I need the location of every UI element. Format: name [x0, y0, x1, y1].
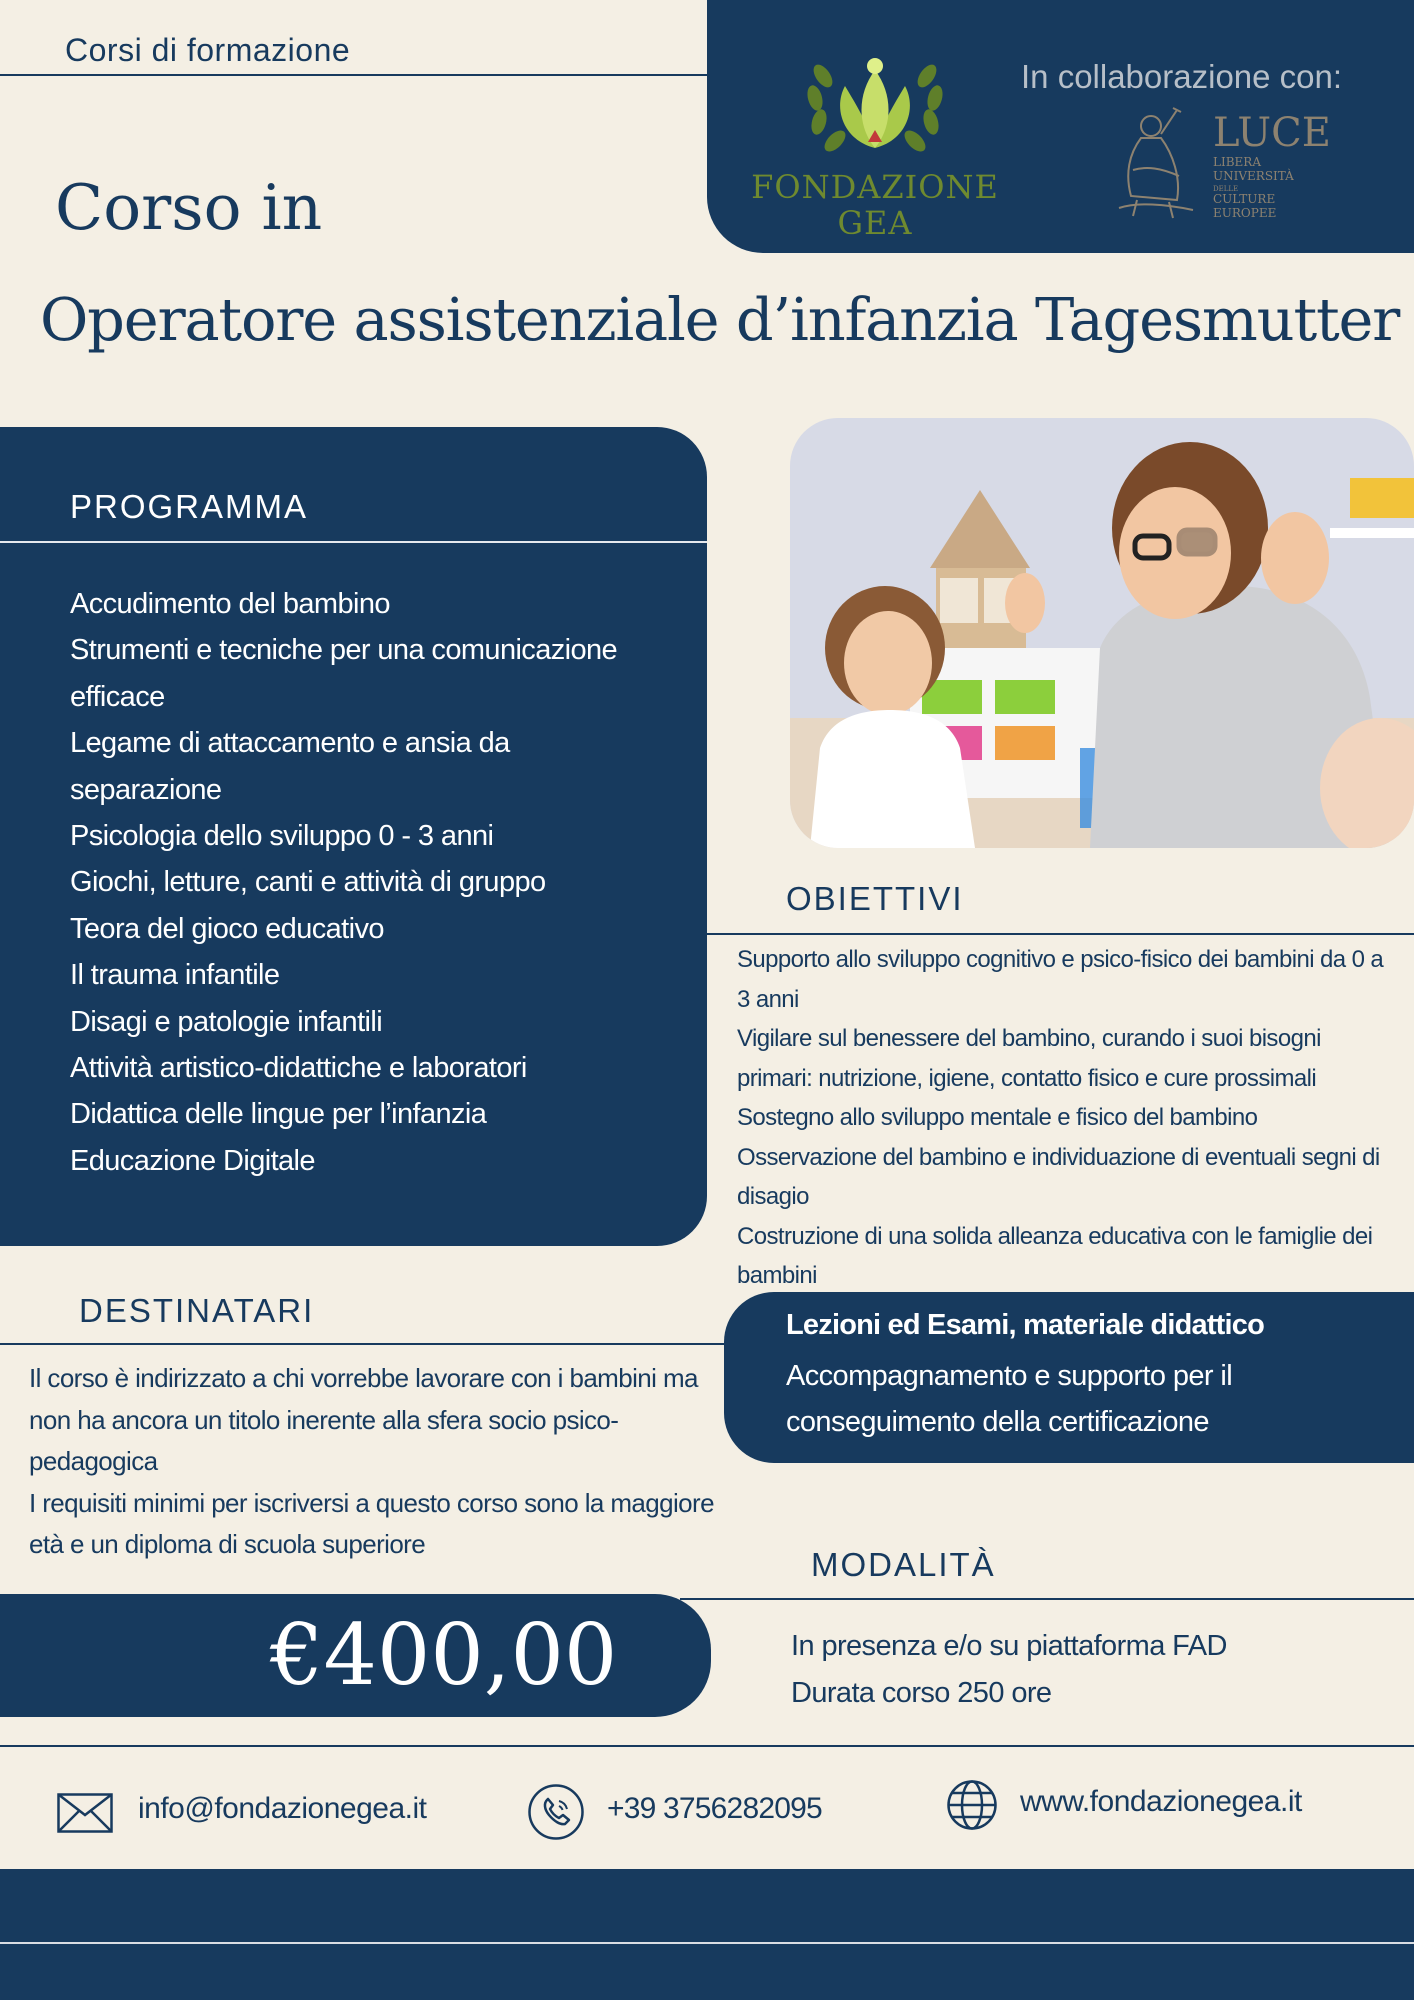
programma-divider: [0, 541, 707, 543]
contact-website[interactable]: www.fondazionegea.it: [1020, 1785, 1302, 1818]
luce-sub-1: LIBERA: [1213, 155, 1261, 169]
programma-list: [70, 581, 630, 1184]
course-price: €400,00: [270, 1606, 618, 1704]
obiettivi-list: [737, 940, 1397, 1296]
included-bold: Lezioni ed Esami, materiale didattico: [786, 1309, 1265, 1341]
list-item: Attività artistico-didattiche e laboratori: [70, 1052, 527, 1085]
list-item: Sostegno allo sviluppo mentale e fisico del bambino: [737, 1104, 1258, 1131]
list-item: Giochi, letture, canti e attività di gruppo: [70, 866, 546, 899]
teacher-child-photo: [790, 418, 1414, 848]
list-item: Psicologia dello sviluppo 0 - 3 anni: [70, 820, 494, 853]
category-label: Corsi di formazione: [65, 32, 351, 68]
fondazione-gea-logo-icon: [795, 36, 955, 168]
list-item: I requisiti minimi per iscriversi a questo corso sono la maggiore età e un diploma di scuola superiore: [29, 1487, 714, 1559]
modalita-line-1: In presenza e/o su piattaforma FAD: [791, 1630, 1227, 1662]
globe-icon[interactable]: [946, 1779, 998, 1831]
list-item: Supporto allo sviluppo cognitivo e psico-fisico dei bambini da 0 a 3 anni: [737, 946, 1384, 1013]
obiettivi-divider: [707, 933, 1414, 935]
category-divider: [0, 74, 707, 76]
modalita-title: MODALITÀ: [811, 1546, 996, 1583]
luce-sub-4: CULTURE: [1213, 192, 1276, 206]
list-item: Il corso è indirizzato a chi vorrebbe lavorare con i bambini ma non ha ancora un titolo inerente alla sfera socio psico-pedagogica: [29, 1363, 698, 1476]
list-item: Teora del gioco educativo: [70, 912, 384, 945]
list-item: Educazione Digitale: [70, 1144, 315, 1177]
list-item: Disagi e patologie infantili: [70, 1005, 383, 1038]
modalita-line-2: Durata corso 250 ore: [791, 1677, 1052, 1709]
destinatari-divider: [0, 1343, 724, 1345]
luce-logo-icon: [1107, 104, 1203, 222]
page-title: Operatore assistenziale d’infanzia Tagesmutter: [40, 285, 1400, 354]
destinatari-title: DESTINATARI: [79, 1292, 315, 1329]
list-item: Strumenti e tecniche per una comunicazione efficace: [70, 634, 618, 713]
contact-email[interactable]: info@fondazionegea.it: [138, 1792, 427, 1825]
luce-name: LUCE: [1213, 110, 1331, 156]
list-item: Didattica delle lingue per l’infanzia: [70, 1098, 487, 1131]
programma-title: PROGRAMMA: [70, 488, 309, 525]
mail-icon[interactable]: [57, 1793, 113, 1833]
fondazione-name: FONDAZIONE: [751, 168, 999, 206]
luce-sub-5: EUROPEE: [1213, 206, 1277, 220]
obiettivi-title: OBIETTIVI: [786, 880, 964, 917]
luce-sub-3: DELLE: [1213, 185, 1239, 193]
included-text: Accompagnamento e supporto per il conseguimento della certificazione: [786, 1360, 1233, 1438]
contacts-top-divider: [0, 1745, 1414, 1747]
destinatari-list: [29, 1358, 729, 1566]
list-item: Vigilare sul benessere del bambino, curando i suoi bisogni primari: nutrizione, igiene, contatto fisico e cure prossimali: [737, 1025, 1321, 1092]
list-item: Costruzione di una solida alleanza educativa con le famiglie dei bambini: [737, 1222, 1373, 1289]
footer-divider: [0, 1942, 1414, 1944]
footer-bar: [0, 1869, 1414, 2000]
title-line-1: Corso in: [55, 171, 323, 244]
partner-panel: [707, 0, 1414, 253]
phone-icon[interactable]: [527, 1783, 585, 1841]
list-item: Legame di attaccamento e ansia da separazione: [70, 727, 510, 806]
list-item: Accudimento del bambino: [70, 588, 390, 620]
collaboration-label: In collaborazione con:: [1021, 58, 1343, 95]
list-item: Il trauma infantile: [70, 959, 280, 992]
modalita-divider: [680, 1598, 1414, 1600]
luce-sub-2: UNIVERSITÀ: [1213, 169, 1294, 183]
contact-phone[interactable]: +39 3756282095: [607, 1792, 822, 1825]
list-item: Osservazione del bambino e individuazione di eventuali segni di disagio: [737, 1143, 1380, 1210]
fondazione-gea: GEA: [837, 204, 913, 242]
